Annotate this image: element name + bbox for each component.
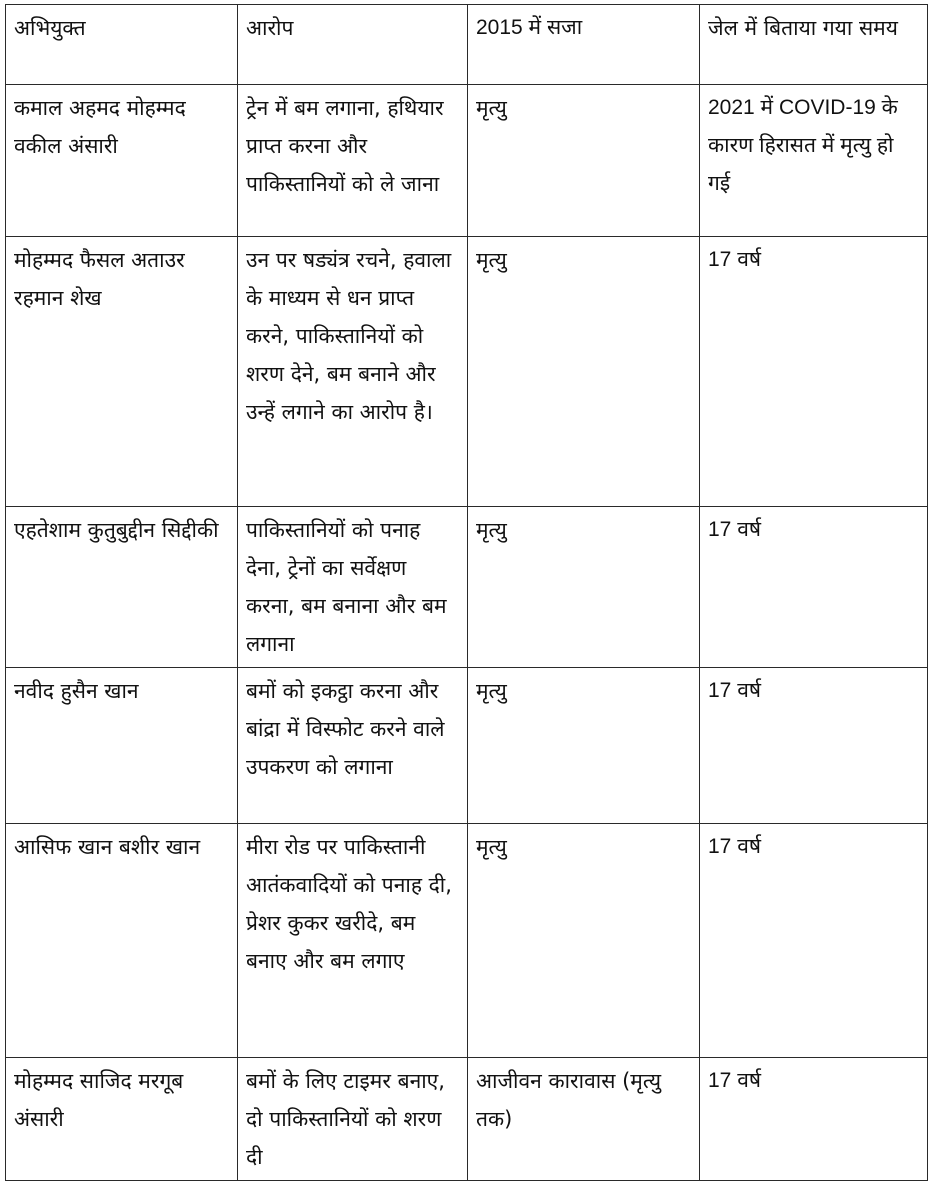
cell-accused: एहतेशाम कुतुबुद्दीन सिद्दीकी: [6, 507, 238, 668]
table-row: [6, 507, 928, 668]
header-sentence-2015: 2015 में सजा: [468, 5, 700, 85]
cell-time-in-jail: 17 वर्ष: [700, 237, 928, 507]
cell-accused: मोहम्मद साजिद मरगूब अंसारी: [6, 1058, 238, 1181]
header-time-in-jail: जेल में बिताया गया समय: [700, 5, 928, 85]
table-row: [6, 237, 928, 507]
cell-accused: मोहम्मद फैसल अताउर रहमान शेख: [6, 237, 238, 507]
cell-charges: बमों के लिए टाइमर बनाए, दो पाकिस्तानियों को शरण दी: [238, 1058, 468, 1181]
cell-accused: नवीद हुसैन खान: [6, 668, 238, 824]
table-row: [6, 85, 928, 237]
header-charges: आरोप: [238, 5, 468, 85]
cell-sentence: मृत्यु: [468, 824, 700, 1058]
header-accused: अभियुक्त: [6, 5, 238, 85]
table-row: [6, 668, 928, 824]
accused-table: [5, 4, 928, 1181]
table-header-row: [6, 5, 928, 85]
cell-sentence: मृत्यु: [468, 668, 700, 824]
cell-time-in-jail: 17 वर्ष: [700, 1058, 928, 1181]
cell-accused: कमाल अहमद मोहम्मद वकील अंसारी: [6, 85, 238, 237]
cell-accused: आसिफ खान बशीर खान: [6, 824, 238, 1058]
cell-charges: पाकिस्तानियों को पनाह देना, ट्रेनों का सर्वेक्षण करना, बम बनाना और बम लगाना: [238, 507, 468, 668]
cell-sentence: मृत्यु: [468, 85, 700, 237]
cell-charges: उन पर षड्यंत्र रचने, हवाला के माध्यम से धन प्राप्त करने, पाकिस्तानियों को शरण देने, बम बनाने और उन्हें लगाने का आरोप है।: [238, 237, 468, 507]
cell-time-in-jail: 17 वर्ष: [700, 824, 928, 1058]
cell-sentence: मृत्यु: [468, 237, 700, 507]
cell-sentence: मृत्यु: [468, 507, 700, 668]
cell-time-in-jail: 2021 में COVID-19 के कारण हिरासत में मृत्यु हो गई: [700, 85, 928, 237]
cell-charges: ट्रेन में बम लगाना, हथियार प्राप्त करना और पाकिस्तानियों को ले जाना: [238, 85, 468, 237]
table-row: [6, 1058, 928, 1181]
cell-sentence: आजीवन कारावास (मृत्यु तक): [468, 1058, 700, 1181]
cell-charges: बमों को इकट्ठा करना और बांद्रा में विस्फोट करने वाले उपकरण को लगाना: [238, 668, 468, 824]
cell-charges: मीरा रोड पर पाकिस्तानी आतंकवादियों को पनाह दी, प्रेशर कुकर खरीदे, बम बनाए और बम लगाए: [238, 824, 468, 1058]
cell-time-in-jail: 17 वर्ष: [700, 668, 928, 824]
cell-time-in-jail: 17 वर्ष: [700, 507, 928, 668]
table-row: [6, 824, 928, 1058]
